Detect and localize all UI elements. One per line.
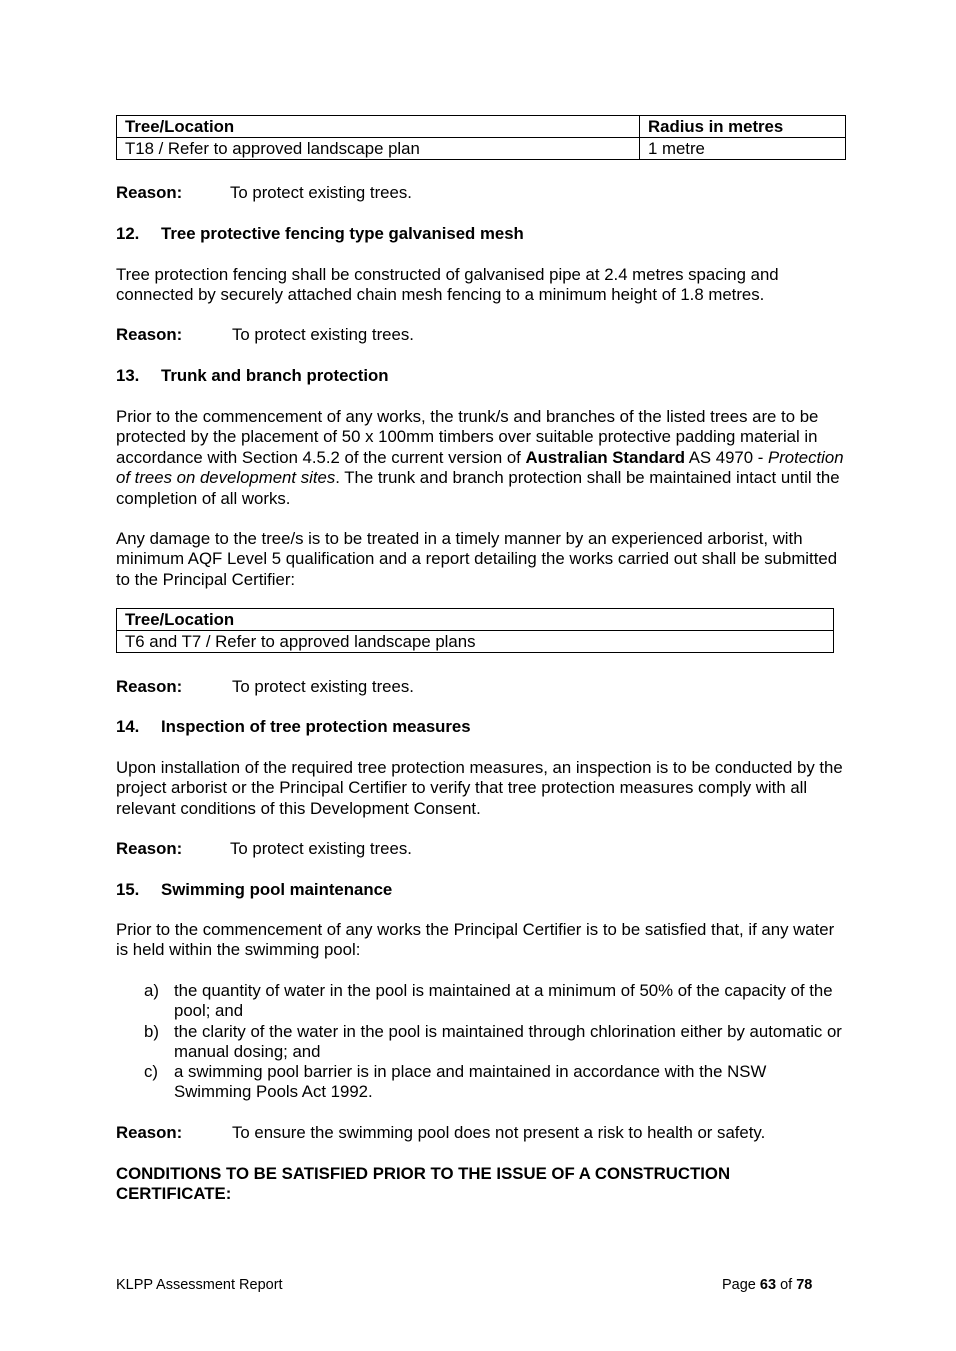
paragraph: Tree protection fencing shall be constructed of galvanised pipe at 2.4 metres spacing and connected by securely attached chain mesh fencing to a minimum height of 1.8 metres. bbox=[116, 265, 779, 305]
list-marker: c) bbox=[144, 1062, 158, 1081]
paragraph-text: AS 4970 - bbox=[684, 447, 769, 467]
reason-line bbox=[116, 677, 846, 698]
footer-page-number bbox=[722, 1277, 812, 1293]
page-label: Page bbox=[722, 1277, 756, 1293]
list-item-text: the clarity of the water in the pool is maintained through chlorination either by automatic or manual dosing; and bbox=[174, 1022, 842, 1062]
section-heading bbox=[116, 224, 846, 244]
paragraph: Prior to the commencement of any works the Principal Certifier is to be satisfied that, if any water is held within the swimming pool: bbox=[116, 920, 835, 960]
table-cell: 1 metre bbox=[640, 138, 846, 160]
section-number: 15. bbox=[116, 880, 140, 899]
reason-line bbox=[116, 1123, 846, 1144]
reason-label: Reason: bbox=[116, 183, 183, 202]
paragraph: Upon installation of the required tree protection measures, an inspection is to be conducted by the project arborist or the Principal Certifier to verify that tree protection measures comply with all relevant conditions of this Development Consent. bbox=[116, 758, 843, 818]
reason-line bbox=[116, 325, 846, 346]
list-item-text: the quantity of water in the pool is maintained at a minimum of 50% of the capacity of the pool; and bbox=[174, 981, 833, 1021]
reason-text: To protect existing trees. bbox=[230, 839, 412, 858]
table-header-cell: Tree/Location bbox=[117, 116, 640, 138]
table-header-cell: Tree/Location bbox=[117, 609, 834, 631]
footer-report-name: KLPP Assessment Report bbox=[116, 1277, 283, 1293]
standard-title: Protection of trees on development sites bbox=[116, 447, 844, 488]
reason-text: To ensure the swimming pool does not present a risk to health or safety. bbox=[232, 1123, 766, 1142]
tree-radius-table bbox=[116, 115, 846, 160]
conditions-heading: CONDITIONS TO BE SATISFIED PRIOR TO THE ISSUE OF A CONSTRUCTION CERTIFICATE: bbox=[116, 1164, 731, 1204]
section-heading bbox=[116, 880, 846, 900]
list-marker: a) bbox=[144, 981, 159, 1000]
page-total: 78 bbox=[796, 1277, 813, 1293]
tree-location-table bbox=[116, 608, 834, 653]
section-number: 14. bbox=[116, 717, 140, 736]
page-current: 63 bbox=[759, 1277, 777, 1293]
section-title: Swimming pool maintenance bbox=[161, 880, 393, 899]
paragraph: Any damage to the tree/s is to be treated in a timely manner by an experienced arborist, with minimum AQF Level 5 qualification and a report detailing the works carried out shall be submitted to the Principal Certifier: bbox=[116, 529, 838, 589]
table-header-row bbox=[117, 609, 834, 631]
section-title: Tree protective fencing type galvanised mesh bbox=[161, 224, 524, 243]
reason-text: To protect existing trees. bbox=[232, 325, 414, 344]
reason-label: Reason: bbox=[116, 677, 183, 696]
reason-text: To protect existing trees. bbox=[232, 677, 414, 696]
section-title: Trunk and branch protection bbox=[161, 366, 389, 385]
section-number: 13. bbox=[116, 366, 140, 385]
table-header-cell: Radius in metres bbox=[640, 116, 846, 138]
condition-list bbox=[116, 981, 846, 1103]
section-heading bbox=[116, 717, 846, 737]
list-marker: b) bbox=[144, 1022, 159, 1041]
section-heading bbox=[116, 366, 846, 386]
table-cell: T6 and T7 / Refer to approved landscape plans bbox=[117, 631, 834, 653]
reason-line bbox=[116, 183, 846, 204]
section-number: 12. bbox=[116, 224, 140, 243]
table-cell: T18 / Refer to approved landscape plan bbox=[117, 138, 640, 160]
reason-text: To protect existing trees. bbox=[230, 183, 412, 202]
table-header-row bbox=[117, 116, 846, 138]
standard-name: Australian Standard bbox=[525, 447, 685, 467]
paragraph bbox=[116, 407, 846, 509]
section-title: Inspection of tree protection measures bbox=[161, 717, 471, 736]
paragraph-text: Prior to the commencement of any works, the trunk/s and branches of the listed trees are to be protected by the placement of 50 x 100mm timbers over suitable protective padding material in accordance with Section 4.5.2 of the current version of bbox=[116, 407, 819, 467]
table-row bbox=[117, 138, 846, 160]
reason-line bbox=[116, 839, 846, 860]
paragraph-text: . The trunk and branch protection shall be maintained intact until the completion of all works. bbox=[116, 468, 840, 508]
reason-label: Reason: bbox=[116, 839, 183, 858]
reason-label: Reason: bbox=[116, 1123, 183, 1142]
reason-label: Reason: bbox=[116, 325, 183, 344]
page-of-label: of bbox=[780, 1277, 793, 1293]
list-item-text: a swimming pool barrier is in place and maintained in accordance with the NSW Swimming Pools Act 1992. bbox=[174, 1062, 767, 1102]
table-row bbox=[117, 631, 834, 653]
